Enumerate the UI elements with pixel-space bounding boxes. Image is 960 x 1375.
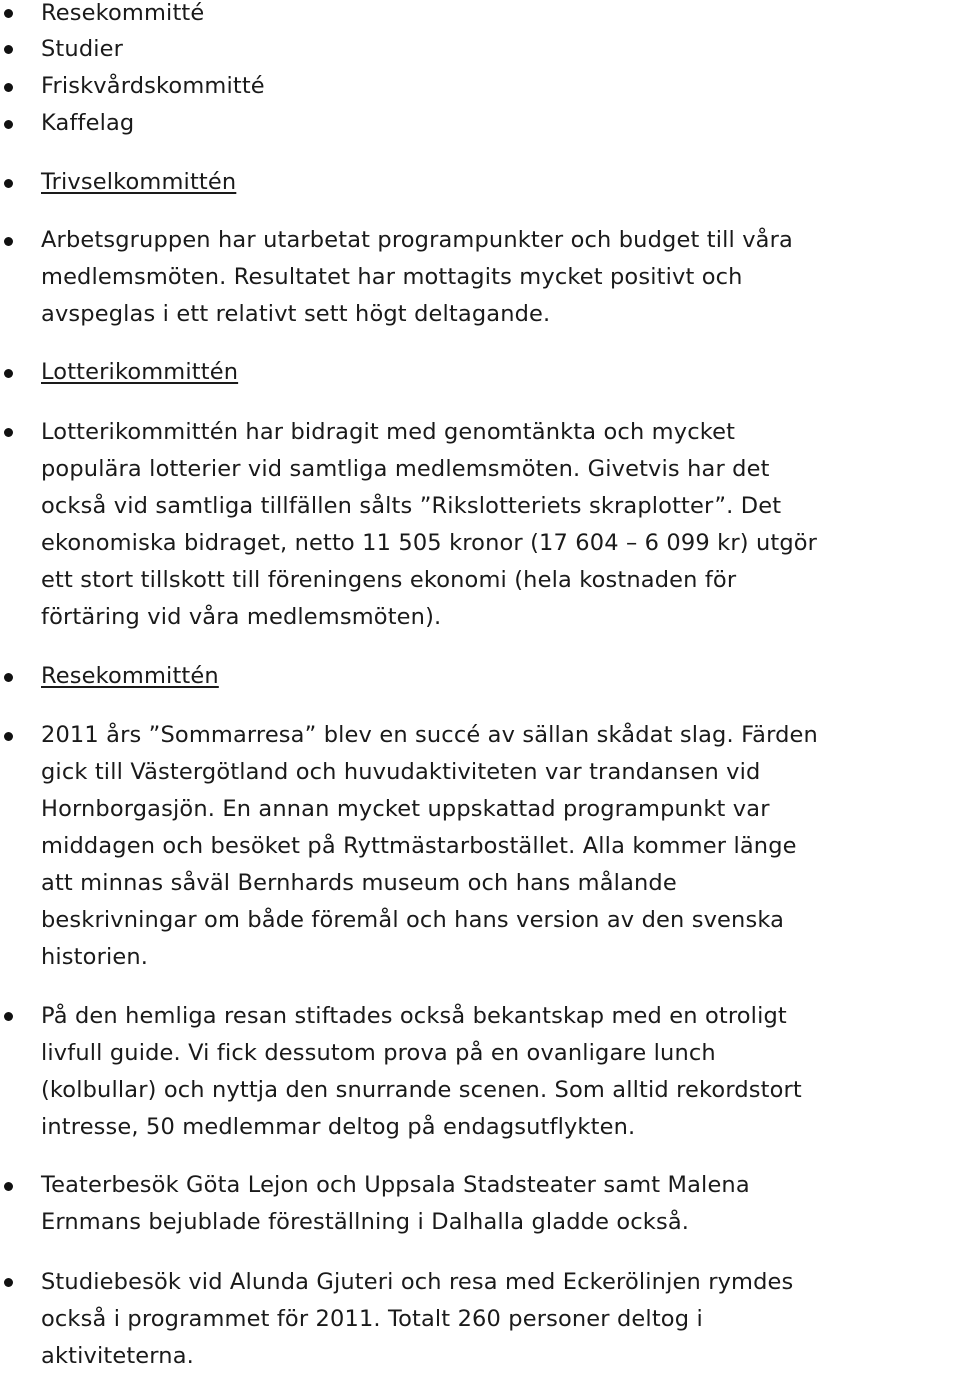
list-item-line: Arbetsgruppen har utarbetat programpunkter och budget till våra xyxy=(41,227,793,253)
section-heading-trivselkommitten: Trivselkommittén xyxy=(41,169,237,195)
list-item xyxy=(41,414,960,636)
list-item xyxy=(41,1167,960,1241)
list-item xyxy=(41,31,960,68)
bullet-icon xyxy=(4,9,13,18)
section-heading xyxy=(41,164,960,201)
list-item-line: Hornborgasjön. En annan mycket uppskattad programpunkt var xyxy=(41,796,770,822)
bullet-icon xyxy=(4,45,13,54)
section-heading-resekommitten: Resekommittén xyxy=(41,663,219,689)
list-item-line: historien. xyxy=(41,944,149,970)
list-item xyxy=(41,222,960,333)
section-heading xyxy=(41,354,960,391)
list-item-line: intresse, 50 medlemmar deltog på endagsutflykten. xyxy=(41,1114,636,1140)
list-item-line: medlemsmöten. Resultatet har mottagits mycket positivt och xyxy=(41,264,743,290)
list-item-line: avspeglas i ett relativt sett högt deltagande. xyxy=(41,301,551,327)
bullet-icon xyxy=(4,428,13,437)
section-heading-lotterikommitten: Lotterikommittén xyxy=(41,359,239,385)
list-item-line: aktiviteterna. xyxy=(41,1343,194,1369)
bullet-icon xyxy=(4,179,13,188)
bullet-icon xyxy=(4,673,13,682)
list-item-line: Lotterikommittén har bidragit med genomtänkta och mycket xyxy=(41,419,736,445)
list-item-line: populära lotterier vid samtliga medlemsmöten. Givetvis har det xyxy=(41,456,770,482)
list-item xyxy=(41,105,960,142)
list-item-line: middagen och besöket på Ryttmästarbostället. Alla kommer länge xyxy=(41,833,797,859)
list-item-line: Kaffelag xyxy=(41,110,135,136)
bullet-icon xyxy=(4,237,13,246)
bullet-icon xyxy=(4,1182,13,1191)
list-item xyxy=(41,0,960,32)
list-item-line: På den hemliga resan stiftades också bekantskap med en otroligt xyxy=(41,1003,787,1029)
list-item-line: beskrivningar om både föremål och hans version av den svenska xyxy=(41,907,785,933)
list-item-line: förtäring vid våra medlemsmöten). xyxy=(41,604,442,630)
bullet-icon xyxy=(4,732,13,741)
bullet-icon xyxy=(4,369,13,378)
section-heading xyxy=(41,658,960,695)
list-item-line: 2011 års ”Sommarresa” blev en succé av sällan skådat slag. Färden xyxy=(41,722,818,748)
bullet-icon xyxy=(4,83,13,92)
bullet-icon xyxy=(4,120,13,129)
list-item-line: Ernmans bejublade föreställning i Dalhalla gladde också. xyxy=(41,1209,690,1235)
bullet-icon xyxy=(4,1012,13,1021)
list-item-line: också i programmet för 2011. Totalt 260 personer deltog i xyxy=(41,1306,703,1332)
list-item-line: Friskvårdskommitté xyxy=(41,73,265,99)
list-item-line: ett stort tillskott till föreningens ekonomi (hela kostnaden för xyxy=(41,567,737,593)
list-item-line: ekonomiska bidraget, netto 11 505 kronor (17 604 – 6 099 kr) utgör xyxy=(41,530,818,556)
list-item-line: Studiebesök vid Alunda Gjuteri och resa med Eckerölinjen rymdes xyxy=(41,1269,794,1295)
list-item-line: Teaterbesök Göta Lejon och Uppsala Stadsteater samt Malena xyxy=(41,1172,750,1198)
list-item-line: Studier xyxy=(41,36,124,62)
list-item-line: (kolbullar) och nyttja den snurrande scenen. Som alltid rekordstort xyxy=(41,1077,802,1103)
list-item-line: gick till Västergötland och huvudaktiviteten var trandansen vid xyxy=(41,759,761,785)
list-item xyxy=(41,717,960,976)
list-item xyxy=(41,68,960,105)
list-item xyxy=(41,1264,960,1375)
list-item-line: Resekommitté xyxy=(41,0,205,26)
list-item-line: också vid samtliga tillfällen sålts ”Rikslotteriets skraplotter”. Det xyxy=(41,493,782,519)
list-item-line: att minnas såväl Bernhards museum och hans målande xyxy=(41,870,677,896)
bullet-icon xyxy=(4,1278,13,1287)
list-item xyxy=(41,998,960,1146)
list-item-line: livfull guide. Vi fick dessutom prova på en ovanligare lunch xyxy=(41,1040,716,1066)
